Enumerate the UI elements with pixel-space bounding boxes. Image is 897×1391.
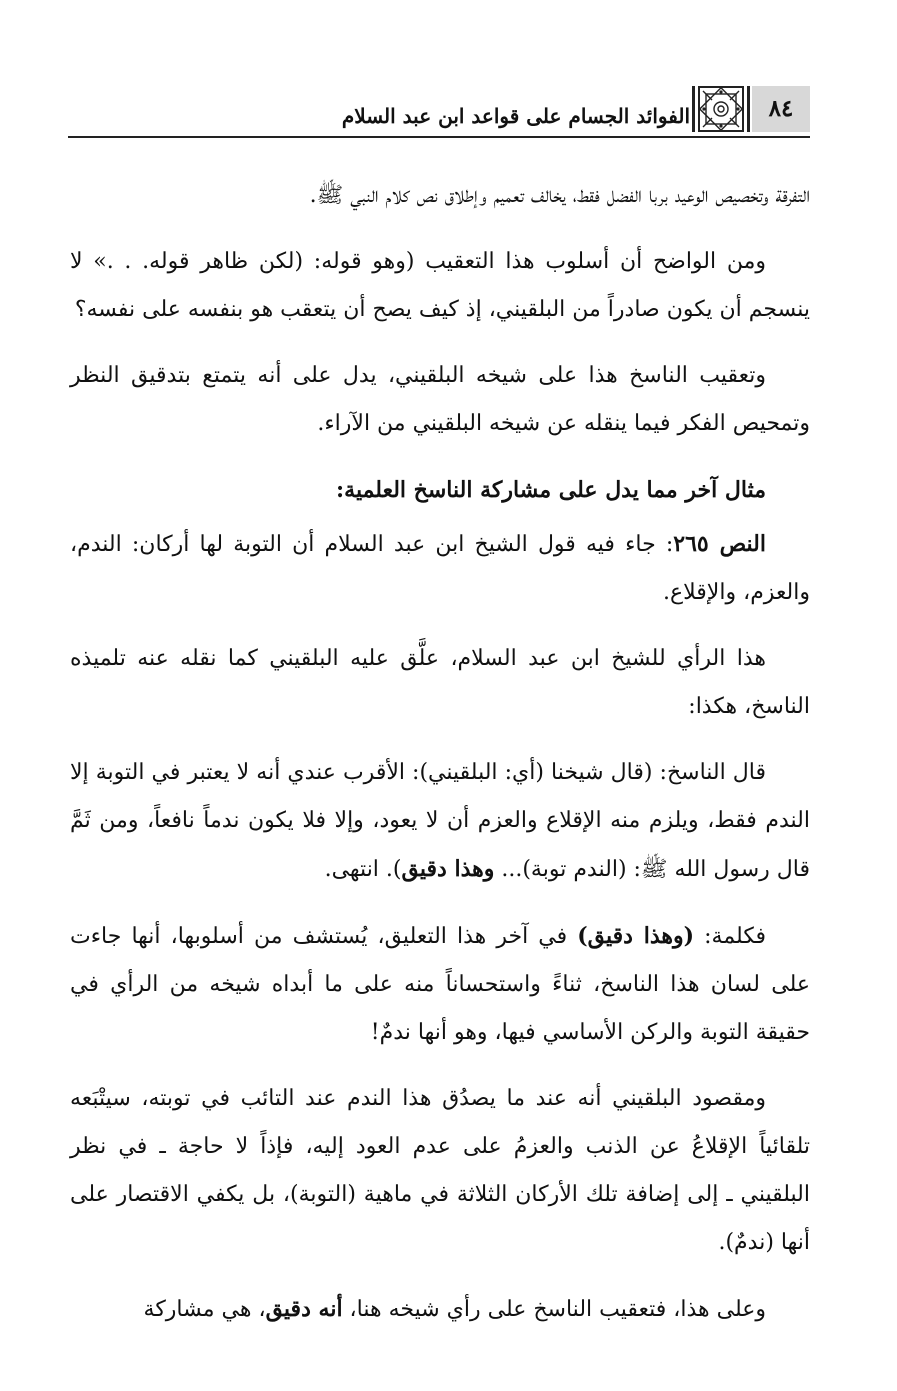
quote-paragraph [70, 749, 810, 894]
conclusion-after: ، هي مشاركة [143, 1297, 266, 1322]
page-number: ٨٤ [752, 86, 810, 132]
arabesque-ornament-icon [698, 86, 744, 132]
paragraph-copyist-skill: وتعقيب الناسخ هذا على شيخه البلقيني، يدل على أنه يتمتع بتدقيق النظر وتمحيص الفكر فيما ينقله عن شيخه البلقيني من الآراء. [70, 363, 810, 436]
paragraph-continued: التفرقة وتخصيص الوعيد بربا الفضل فقط، يخالف تعميم وإطلاق نص كلام النبي ﷺ. [309, 183, 810, 208]
page-body [70, 172, 810, 1352]
header-divider [68, 136, 810, 138]
text-265-label: النص ٢٦٥ [673, 531, 766, 557]
quote-bold: وهذا دقيق [401, 856, 495, 882]
conclusion-bold: أنه دقيق [265, 1296, 343, 1322]
comment-paragraph: هذا الرأي للشيخ ابن عبد السلام، علَّق عليه البلقيني كما نقله عنه تلميذه الناسخ، هكذا: [70, 646, 810, 719]
example-heading: مثال آخر مما يدل على مشاركة الناسخ العلمية: [336, 477, 766, 503]
conclusion-before: وعلى هذا، فتعقيب الناسخ على رأي شيخه هنا، [342, 1297, 766, 1322]
analysis-before: فكلمة: [694, 924, 766, 949]
text-265-body: : جاء فيه قول الشيخ ابن عبد السلام أن التوبة لها أركان: الندم، والعزم، والإقلاع. [70, 532, 810, 605]
paragraph-style-observation: ومن الواضح أن أسلوب هذا التعقيب (وهو قوله: (لكن ظاهر قوله. . .» لا ينسجم أن يكون صادراً من البلقيني، إذ كيف يصح أن يتعقب هو بنفسه على نفسه؟ [70, 249, 810, 322]
running-header [68, 82, 810, 140]
analysis-bold: (وهذا دقيق) [577, 923, 695, 949]
analysis-paragraph [70, 912, 810, 1057]
analysis-after: في آخر هذا التعليق، يُستشف من أسلوبها، أنها جاءت على لسان هذا الناسخ، ثناءً واستحساناً منه على ما أبداه شيخه من الرأي في حقيقة التوبة والركن الأساسي فيها، وهو أنها ندمٌ! [70, 924, 810, 1045]
explanation-paragraph: ومقصود البلقيني أنه عند ما يصدُق هذا الندم عند التائب في توبته، سيتْبَعه تلقائياً الإقلاعُ عن الذنب والعزمُ على عدم العود إليه، فإذاً لا حاجة ـ في نظر البلقيني ـ إلى إضافة تلك الأركان الثلاثة في ماهية (التوبة)، بل يكفي الاقتصار على أنها (ندمٌ). [70, 1086, 810, 1255]
conclusion-paragraph [70, 1285, 810, 1334]
quote-after: ). انتهى. [324, 857, 402, 882]
quote-before: قال الناسخ: (قال شيخنا (أي: البلقيني): الأقرب عندي أنه لا يعتبر في التوبة إلا الندم فقط، ويلزم منه الإقلاع والعزم أن لا يعود، وإلا فلا يكون ندماً نافعاً، ومن ثَمَّ قال رسول الله ﷺ: (الندم توبة)... [70, 760, 810, 882]
book-title: الفوائد الجسام على قواعد ابن عبد السلام [341, 104, 690, 128]
text-265-paragraph [70, 520, 810, 617]
